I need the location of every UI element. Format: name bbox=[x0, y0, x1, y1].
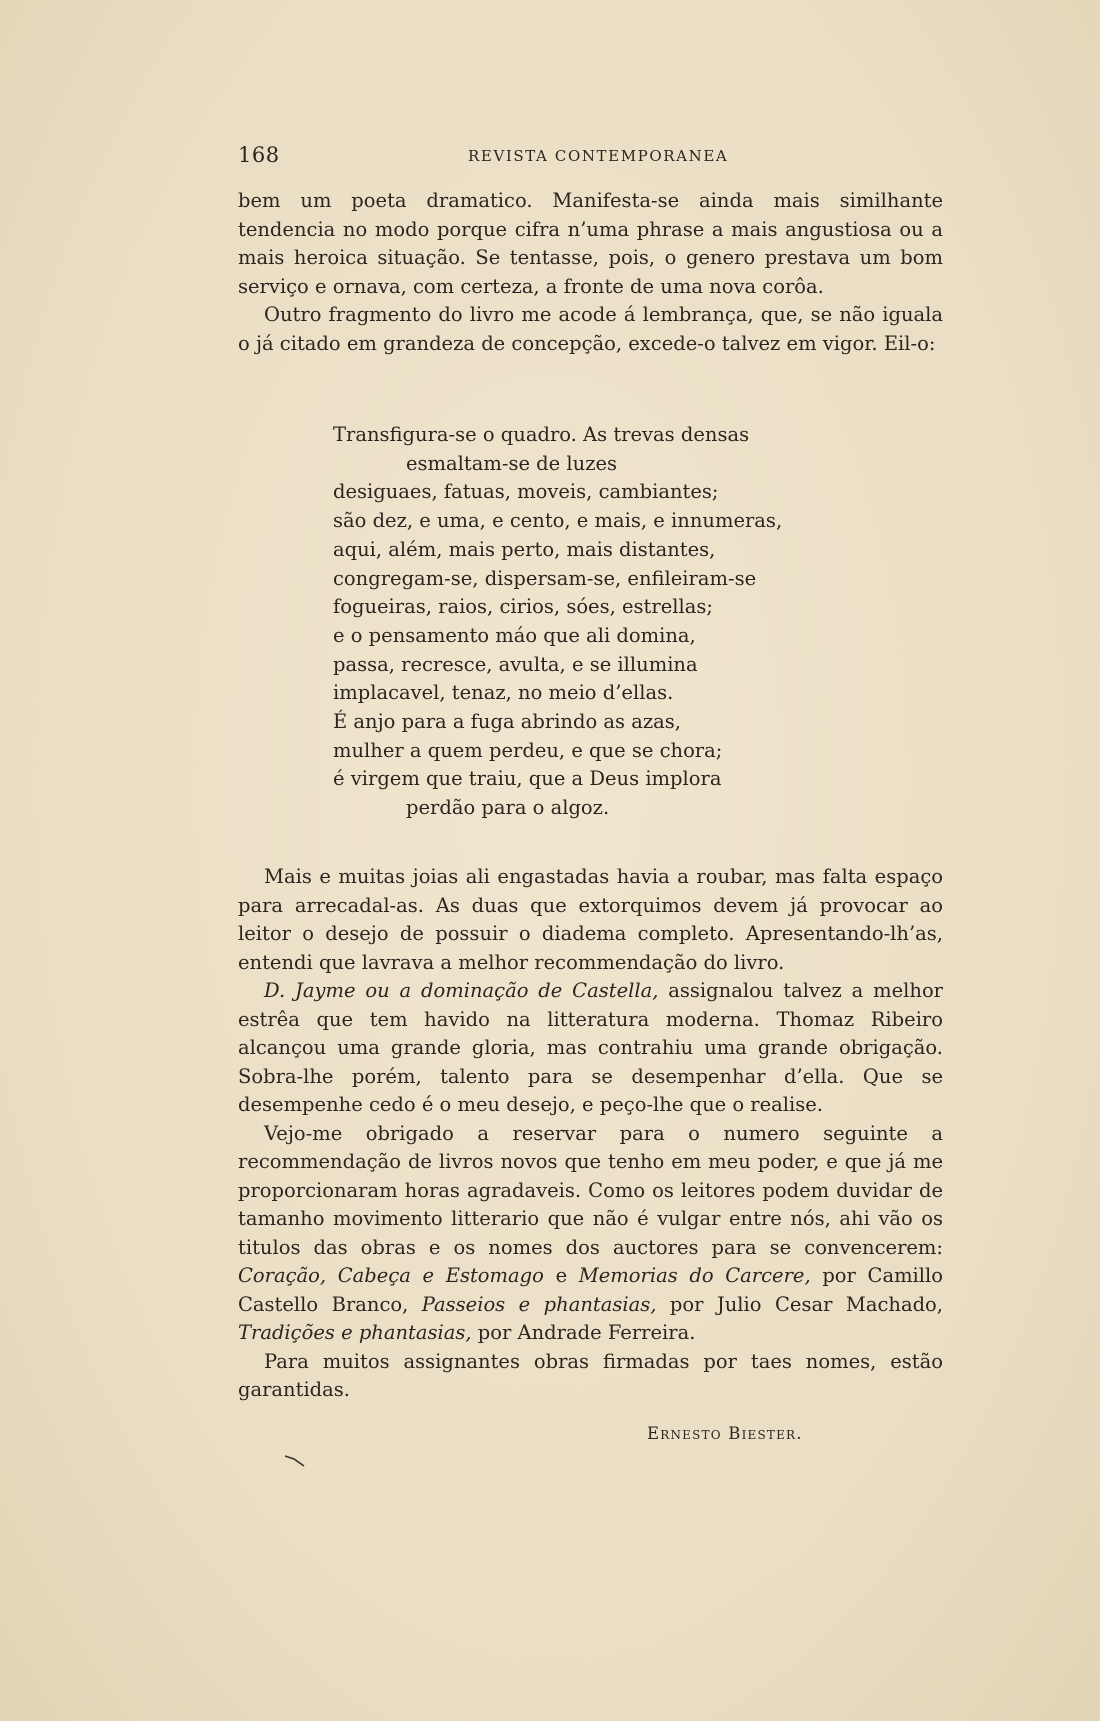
body-text-after-poem bbox=[238, 863, 943, 1405]
poem-line: são dez, e uma, e cento, e mais, e innumeras, bbox=[333, 509, 783, 533]
page-number: 168 bbox=[238, 143, 280, 167]
page-header bbox=[238, 143, 943, 169]
poem-line: É anjo para a fuga abrindo as azas, bbox=[333, 710, 681, 734]
paragraph: Mais e muitas joias ali engastadas havia a roubar, mas falta espaço para arrecadal-as. As duas que extorquimos devem já provocar ao leitor o desejo de possuir o diadema completo. Apresentando-lh’as, entendi que lavrava a melhor recommendação do livro. bbox=[238, 865, 943, 974]
paragraph-text: assignalou talvez a melhor estrêa que tem havido na litteratura moderna. Thomaz Ribeiro alcançou uma grande gloria, mas contrahiu uma grande obrigação. Sobra-lhe porém, talento para se desempenhar d’ella. Que se desempenhe cedo é o meu desejo, e peço-lhe que o realise. bbox=[238, 979, 943, 1116]
poem-line: é virgem que traiu, que a Deus implora bbox=[333, 767, 722, 791]
poem-line: Transfigura-se o quadro. As trevas densas bbox=[333, 423, 750, 446]
paragraph: bem um poeta dramatico. Manifesta-se ainda mais similhante tendencia no modo porque cifra n’uma phrase a mais angustiosa ou a mais heroica situação. Se tentasse, pois, o genero prestava um bom serviço e ornava, com certeza, a fronte de uma nova corôa. bbox=[238, 189, 943, 298]
poem-line: mulher a quem perdeu, e que se chora; bbox=[333, 738, 723, 762]
body-text-before-poem bbox=[238, 187, 943, 358]
poem-verse bbox=[333, 421, 893, 823]
poem-line: esmaltam-se de luzes bbox=[406, 451, 618, 475]
poem-line: passa, recresce, avulta, e se illumina bbox=[333, 652, 698, 676]
poem-line: fogueiras, raios, cirios, sóes, estrellas; bbox=[333, 595, 713, 619]
paragraph-text: Vejo-me obrigado a reservar para o numero seguinte a recommendação de livros novos que tenho em meu poder, e que já me proporcionaram horas agradaveis. Como os leitores podem duvidar de tamanho movimento litterario que não é vulgar entre nós, ahi vão os titulos das obras e os nomes dos auctores para se convencerem: bbox=[238, 1121, 943, 1259]
paragraph-text: e bbox=[543, 1264, 579, 1287]
poem-line: e o pensamento máo que ali domina, bbox=[333, 623, 696, 647]
paragraph-text: por Camillo Castello Branco, bbox=[238, 1264, 944, 1316]
poem-line: perdão para o algoz. bbox=[406, 796, 610, 820]
author-signature: Ernesto Biester. bbox=[647, 1424, 803, 1443]
poem-line: desiguaes, fatuas, moveis, cambiantes; bbox=[333, 480, 719, 504]
poem-line: congregam-se, dispersam-se, enfileiram-se bbox=[333, 566, 757, 590]
paragraph: Para muitos assignantes obras firmadas por taes nomes, estão garantidas. bbox=[238, 1349, 943, 1401]
paragraph: Outro fragmento do livro me acode á lembrança, que, se não iguala o já citado em grandeza de concepção, excede-o talvez em vigor. Eil-o: bbox=[238, 303, 943, 355]
book-title: Tradições e phantasias, bbox=[238, 1321, 472, 1344]
book-title: Coração, Cabeça e Estomago bbox=[238, 1264, 544, 1287]
paragraph-text: por Andrade Ferreira. bbox=[471, 1321, 696, 1344]
ink-mark-icon bbox=[284, 1453, 306, 1467]
book-title: Memorias do Carcere, bbox=[578, 1264, 811, 1287]
book-title: Passeios e phantasias, bbox=[421, 1292, 657, 1316]
paragraph bbox=[238, 1120, 943, 1348]
paragraph-text: por Julio Cesar Machado, bbox=[656, 1292, 943, 1316]
poem-line: aqui, além, mais perto, mais distantes, bbox=[333, 537, 716, 561]
running-title: REVISTA CONTEMPORANEA bbox=[468, 147, 729, 165]
book-title: D. Jayme ou a dominação de Castella, bbox=[264, 979, 659, 1002]
paragraph bbox=[238, 977, 943, 1120]
poem-line: implacavel, tenaz, no meio d’ellas. bbox=[333, 681, 674, 705]
